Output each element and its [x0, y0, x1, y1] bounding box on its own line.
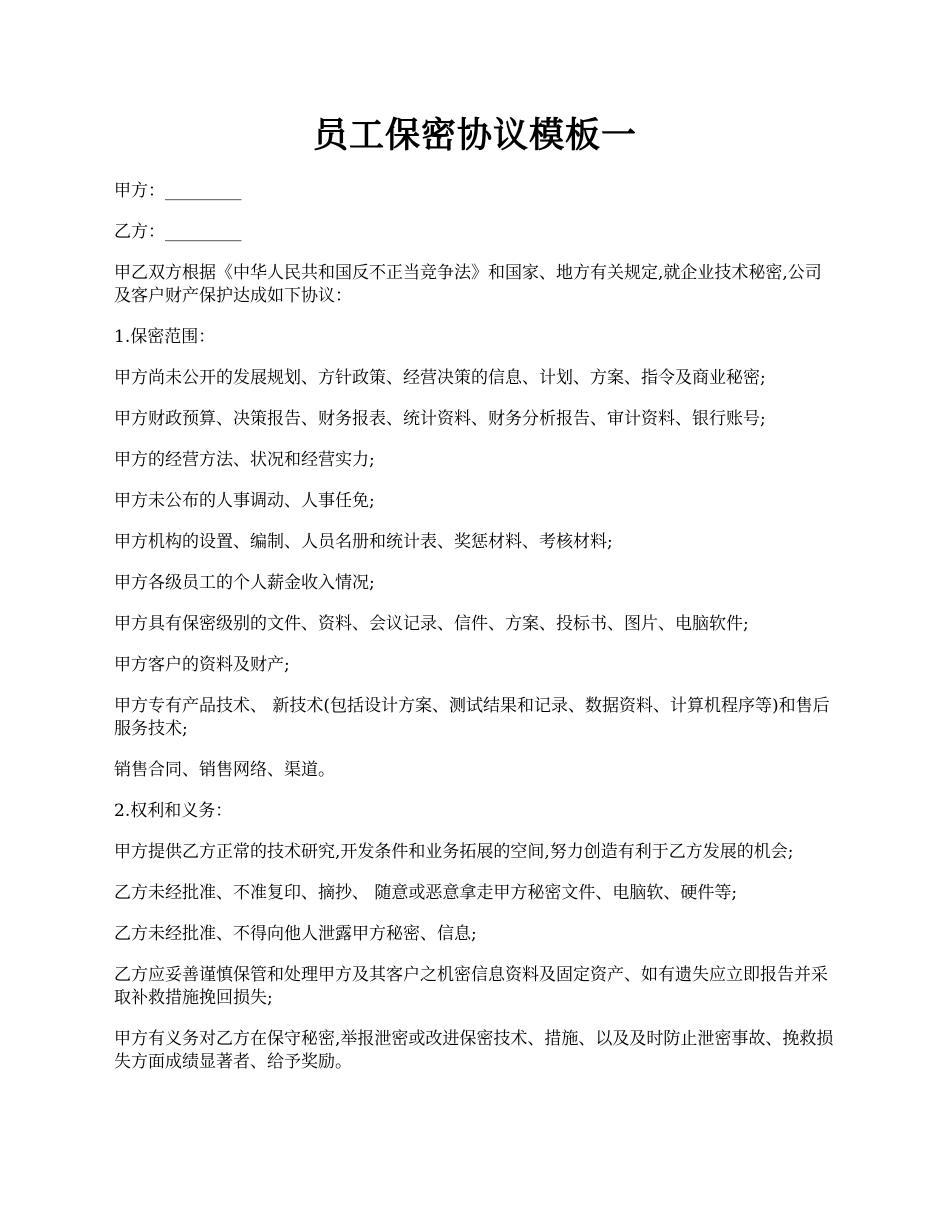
rights-item: 乙方应妥善谨慎保管和处理甲方及其客户之机密信息资料及固定资产、如有遗失应立即报告并采取补救措施挽回损失;: [114, 965, 828, 1008]
rights-item: 甲方有义务对乙方在保守秘密,举报泄密或改进保密技术、措施、以及及时防止泄密事故、挽救损失方面成绩显著者、给予奖励。: [114, 1029, 834, 1072]
scope-item: 甲方客户的资料及财产;: [114, 655, 290, 675]
scope-item: 甲方未公布的人事调动、人事任免;: [114, 491, 375, 511]
party-a-line: 甲方：_________: [114, 181, 242, 201]
scope-item: 销售合同、销售网络、渠道。: [114, 760, 335, 780]
scope-item: 甲方各级员工的个人薪金收入情况;: [114, 573, 375, 593]
scope-item: 甲方的经营方法、状况和经营实力;: [114, 450, 375, 470]
scope-item: 甲方尚未公开的发展规划、方针政策、经营决策的信息、计划、方案、指令及商业秘密;: [114, 368, 766, 388]
scope-item: 甲方具有保密级别的文件、资料、会议记录、信件、方案、投标书、图片、电脑软件;: [114, 614, 749, 634]
scope-item: 甲方机构的设置、编制、人员名册和统计表、奖惩材料、考核材料;: [114, 532, 613, 552]
section-heading-rights: 2.权利和义务：: [114, 801, 233, 821]
scope-item: 甲方专有产品技术、 新技术(包括设计方案、测试结果和记录、数据资料、计算机程序等)和售后服务技术;: [114, 696, 830, 739]
scope-item: 甲方财政预算、决策报告、财务报表、统计资料、财务分析报告、审计资料、银行账号;: [114, 409, 766, 429]
rights-item: 乙方未经批准、不得向他人泄露甲方秘密、信息;: [114, 924, 477, 944]
document-title: 员工保密协议模板一: [312, 115, 637, 156]
section-heading-scope: 1.保密范围：: [114, 327, 216, 347]
document-body: [114, 180, 838, 1092]
preamble-paragraph: 甲乙双方根据《中华人民共和国反不正当竞争法》和国家、地方有关规定,就企业技术秘密,公司及客户财产保护达成如下协议：: [114, 263, 822, 306]
rights-item: 甲方提供乙方正常的技术研究,开发条件和业务拓展的空间,努力创造有利于乙方发展的机会;: [114, 842, 794, 862]
party-b-line: 乙方：_________: [114, 222, 242, 242]
rights-item: 乙方未经批准、不准复印、摘抄、 随意或恶意拿走甲方秘密文件、电脑软、硬件等;: [114, 883, 738, 903]
